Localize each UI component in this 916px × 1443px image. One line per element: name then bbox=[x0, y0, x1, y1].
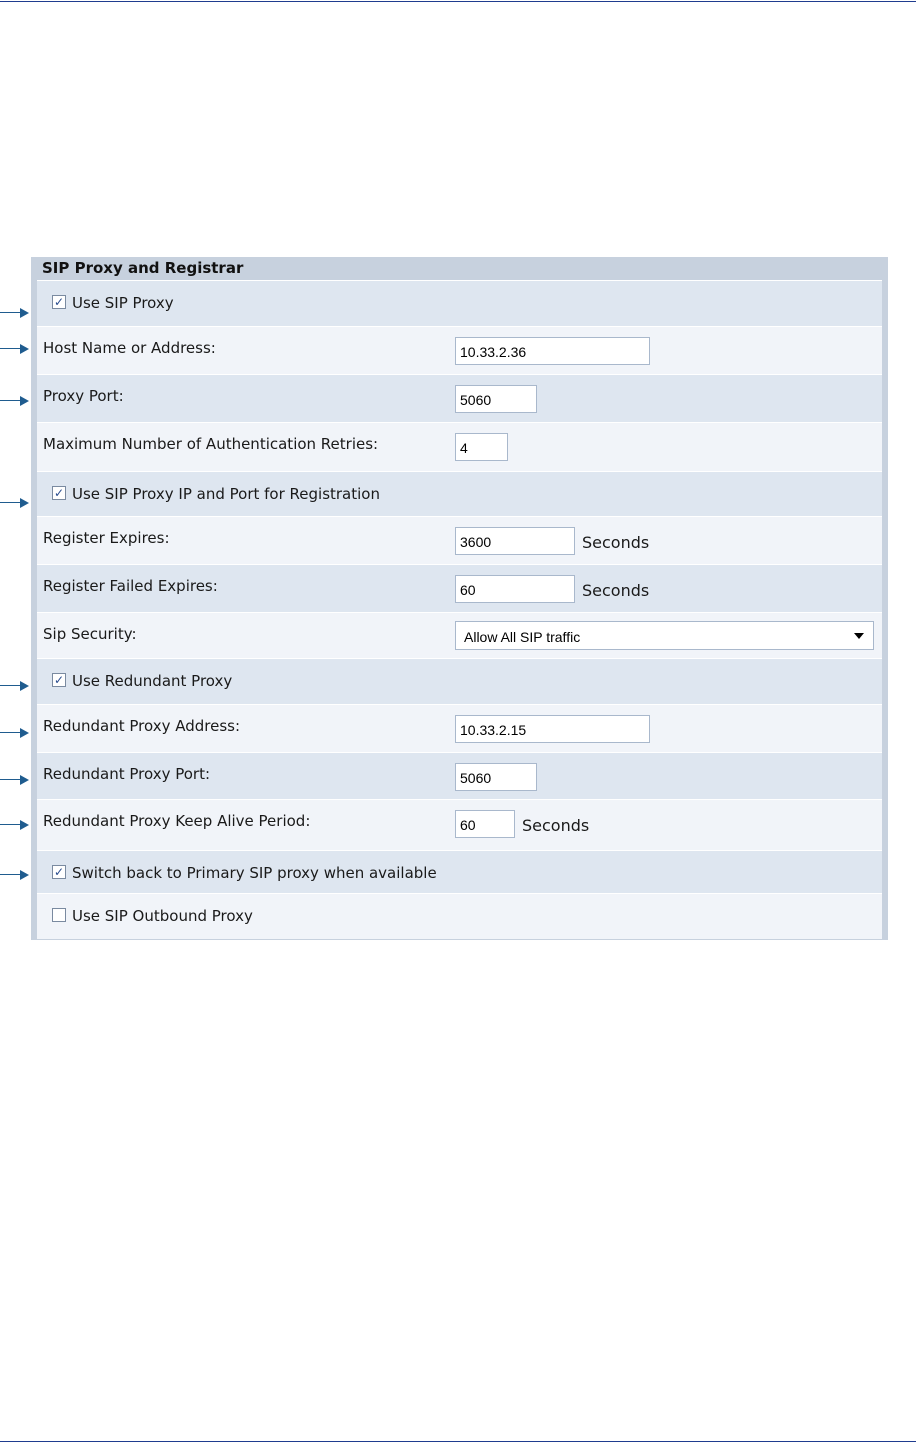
redundant-keep-alive-input[interactable]: 60 bbox=[455, 810, 515, 838]
callout-arrow-icon bbox=[0, 869, 30, 881]
row-host-name bbox=[37, 326, 882, 374]
use-sip-proxy-label: Use SIP Proxy bbox=[72, 294, 174, 312]
use-redundant-proxy-checkbox[interactable]: ✓ bbox=[53, 673, 65, 687]
max-auth-retries-input[interactable]: 4 bbox=[455, 433, 508, 461]
row-register-expires bbox=[37, 516, 882, 564]
callout-arrow-icon bbox=[0, 819, 30, 831]
callout-arrow-icon bbox=[0, 774, 30, 786]
register-failed-expires-label: Register Failed Expires: bbox=[43, 577, 218, 595]
callout-arrow-icon bbox=[0, 395, 30, 407]
callout-arrow-icon bbox=[0, 727, 30, 739]
callout-arrow-icon bbox=[0, 343, 30, 355]
use-proxy-ip-port-reg-label: Use SIP Proxy IP and Port for Registration bbox=[72, 485, 380, 503]
row-use-outbound-proxy[interactable] bbox=[37, 893, 882, 939]
use-sip-proxy-checkbox[interactable]: ✓ bbox=[53, 295, 65, 309]
sip-security-selected: Allow All SIP traffic bbox=[464, 629, 581, 645]
row-proxy-port bbox=[37, 374, 882, 422]
use-redundant-proxy-label: Use Redundant Proxy bbox=[72, 672, 233, 690]
row-use-sip-proxy[interactable] bbox=[37, 280, 882, 326]
proxy-port-input[interactable]: 5060 bbox=[455, 385, 537, 413]
max-auth-retries-label: Maximum Number of Authentication Retries: bbox=[43, 435, 379, 453]
callout-arrow-icon bbox=[0, 307, 30, 319]
row-register-failed-expires bbox=[37, 564, 882, 612]
redundant-proxy-address-label: Redundant Proxy Address: bbox=[43, 717, 241, 735]
redundant-proxy-address-input[interactable]: 10.33.2.15 bbox=[455, 715, 650, 743]
host-name-label: Host Name or Address: bbox=[43, 339, 216, 357]
sip-proxy-registrar-panel bbox=[31, 257, 888, 940]
row-use-redundant-proxy[interactable] bbox=[37, 658, 882, 704]
page-header-rule bbox=[0, 1, 916, 2]
row-sip-security bbox=[37, 612, 882, 658]
use-outbound-proxy-label: Use SIP Outbound Proxy bbox=[72, 907, 253, 925]
row-redundant-proxy-address bbox=[37, 704, 882, 752]
redundant-keep-alive-unit: Seconds bbox=[522, 816, 590, 835]
chevron-down-icon[interactable] bbox=[854, 633, 864, 639]
redundant-proxy-port-label: Redundant Proxy Port: bbox=[43, 765, 211, 783]
register-failed-expires-input[interactable]: 60 bbox=[455, 575, 575, 603]
sip-security-label: Sip Security: bbox=[43, 625, 137, 643]
callout-arrow-icon bbox=[0, 497, 30, 509]
row-redundant-keep-alive bbox=[37, 799, 882, 850]
row-redundant-proxy-port bbox=[37, 752, 882, 799]
register-expires-input[interactable]: 3600 bbox=[455, 527, 575, 555]
panel-title: SIP Proxy and Registrar bbox=[42, 259, 244, 277]
host-name-input[interactable]: 10.33.2.36 bbox=[455, 337, 650, 365]
switch-back-primary-label: Switch back to Primary SIP proxy when available bbox=[72, 864, 437, 882]
switch-back-primary-checkbox[interactable]: ✓ bbox=[53, 865, 65, 879]
proxy-port-label: Proxy Port: bbox=[43, 387, 124, 405]
sip-security-select[interactable] bbox=[455, 621, 874, 650]
redundant-proxy-port-input[interactable]: 5060 bbox=[455, 763, 537, 791]
callout-arrow-icon bbox=[0, 680, 30, 692]
use-outbound-proxy-checkbox[interactable] bbox=[52, 908, 66, 922]
settings-rows bbox=[37, 280, 882, 939]
row-use-proxy-ip-port-reg[interactable] bbox=[37, 471, 882, 516]
row-switch-back-primary[interactable] bbox=[37, 850, 882, 893]
use-proxy-ip-port-reg-checkbox[interactable]: ✓ bbox=[53, 486, 65, 500]
row-max-auth-retries bbox=[37, 422, 882, 471]
register-failed-expires-unit: Seconds bbox=[582, 581, 650, 600]
page-footer-rule bbox=[0, 1441, 916, 1442]
redundant-keep-alive-label: Redundant Proxy Keep Alive Period: bbox=[43, 812, 311, 830]
register-expires-unit: Seconds bbox=[582, 533, 650, 552]
register-expires-label: Register Expires: bbox=[43, 529, 170, 547]
